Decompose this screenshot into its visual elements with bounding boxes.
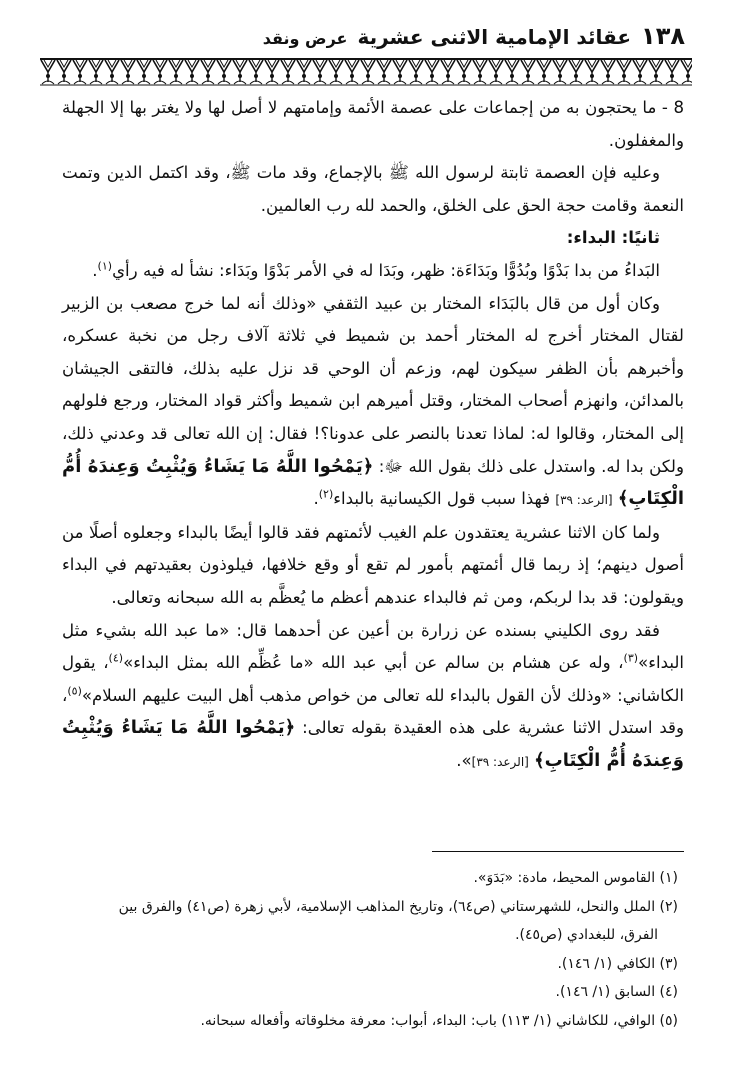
text-run: .	[313, 489, 319, 509]
footnote-ref: (٣)	[623, 651, 639, 665]
text-run: .	[92, 260, 98, 280]
footnote-continuation: الفرق، للبغدادي (ص٤٥).	[515, 927, 658, 943]
text-run: ».	[456, 750, 472, 770]
text-run: ، يقول الكاشاني: «وذلك لأن القول بالبداء لله تعالى من خواص مذهب أهل البيت عليهم السلام»	[62, 653, 684, 705]
book-title: عقائد الإمامية الاثنى عشرية	[357, 25, 632, 49]
footnote-ref: (١)	[97, 259, 113, 273]
text-run: وكان أول من قال بالبَدَاء المختار بن عبيد الثقفي «وذلك أنه لما خرج مصعب بن الزبير لقتال المختار أخرج له المختار أحمد بن شميط في ثلاثة آلاف رجل من نخبة عسكره، وأخبرهم بأن الظفر سيكون لهم، وزعم أن الوحي قد نزل عليه بذلك، فالتقى الجيشان بالمدائن، وانهزم أصحاب المختار، وقتل أميرهم ابن شميط وأكثر قواد المختار، ورجع فلولهم إلى المختار، وقالوا له: لماذا تعدنا بالنصر على عدونا؟! فقال: إن الله تعالى قد وعدني ذلك، ولكن بدا له. واستدل على ذلك بقول الله ﷻ:	[62, 293, 684, 476]
page-number: ١٣٨	[641, 22, 685, 50]
book-subtitle: عرض ونقد	[262, 29, 348, 48]
footnote: (١) القاموس المحيط، مادة: «بَدَوَ».	[473, 870, 678, 886]
footnote-ref: (٤)	[108, 651, 124, 665]
text-run: فهذا سبب قول الكيسانية بالبداء	[333, 489, 551, 509]
footnote-ref: (٢)	[318, 487, 334, 501]
verse-citation: [الرعد: ٣٩]	[471, 754, 529, 769]
text-run: فقد روى الكليني بسنده عن زرارة بن أعين عن أحدهما قال: «ما عبد الله بشيء مثل البداء»	[62, 620, 684, 673]
footnote-divider	[432, 851, 684, 852]
quran-verse: ﴿يَمْحُوا اللَّهُ مَا يَشَاءُ وَيُثْبِتُ وَعِندَهُ أُمُّ الْكِتَابِ﴾	[62, 455, 684, 510]
main-text	[62, 92, 684, 778]
footnote: (٣) الكافي (١/ ١٤٦).	[557, 955, 678, 972]
paragraph	[62, 288, 684, 517]
text-run: ، وقد استدل الاثنا عشرية على هذه العقيدة بقوله تعالى:	[62, 685, 684, 738]
text-run: ، وله عن هشام بن سالم عن أبي عبد الله «ما عُظِّم الله بمثل البداء»	[123, 653, 624, 673]
running-head	[40, 22, 685, 56]
paragraph: ولما كان الاثنا عشرية يعتقدون علم الغيب لأئمتهم فقد قالوا أيضًا بالبداء وجعلوه أصلًا من أصول دينهم؛ إذ ربما قال أئمتهم بأمور لم تقع أو وقع خلافها، فيلوذون بعقيدتهم في البداء ويقولون: قد بدا لربكم، ومن ثم فالبداء عندهم أعظم ما يُعظَّم به الله سبحانه وتعالى.	[62, 522, 684, 607]
paragraph: وعليه فإن العصمة ثابتة لرسول الله ﷺ بالإجماع، وقد مات ﷺ، وقد اكتمل الدين وتمت النعمة وقامت حجة الحق على الخلق، والحمد لله رب العالمين.	[62, 163, 684, 215]
quran-verse: ﴿يَمْحُوا اللَّهُ مَا يَشَاءُ وَيُثْبِتُ وَعِندَهُ أُمُّ الْكِتَابِ﴾	[62, 717, 684, 771]
verse-citation: [الرعد: ٣٩]	[555, 493, 613, 508]
footnote: (٢) الملل والنحل، للشهرستاني (ص٦٤)، وتاريخ المذاهب الإسلامية، لأبي زهرة (ص٤١) والفرق بين	[118, 898, 678, 915]
paragraph	[62, 255, 684, 288]
text-run: البَداءُ من بدا بَدْوًا وبُدُوًّا وبَدَاءَة: ظهر، وبَدَا له في الأمر بَدْوًا وبَدَاء: نشأ له فيه رأي	[112, 260, 660, 280]
ornamental-border-icon	[40, 58, 692, 86]
paragraph: 8 - ما يحتجون به من إجماعات على عصمة الأئمة وإمامتهم لا أصل لها ولا يغتر بها إلا الجهلة والمغفلون.	[62, 98, 684, 150]
footnote-ref: (٥)	[67, 684, 82, 698]
paragraph	[62, 615, 684, 779]
footnote: (٤) السابق (١/ ١٤٦).	[555, 984, 678, 1000]
footnote: (٥) الوافي، للكاشاني (١/ ١١٣) باب: البداء، أبواب: معرفة مخلوقاته وأفعاله سبحانه.	[200, 1012, 678, 1029]
footnotes	[62, 864, 684, 1035]
section-heading: ثانيًا: البداء:	[566, 228, 660, 248]
